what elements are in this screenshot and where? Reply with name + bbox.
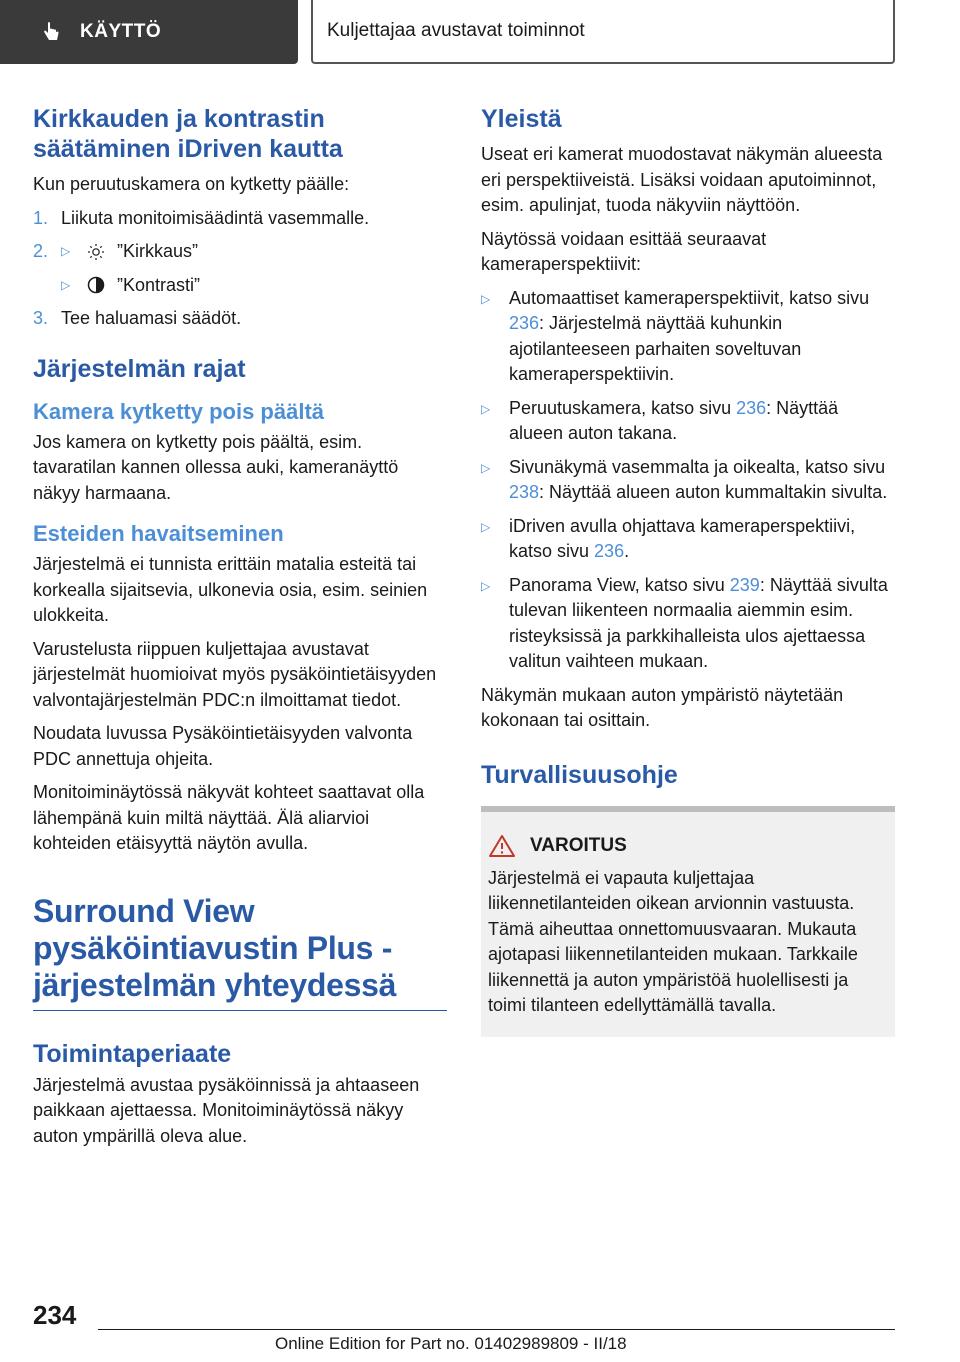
triangle-bullet-icon: ▷ <box>481 291 491 306</box>
obstacle-text-1: Järjestelmä ei tunnista erittäin matalia esteitä tai korkealla sijaitsevia, ulkonevia osia, esim. seinien ulokkeita. <box>33 554 428 625</box>
triangle-bullet-icon: ▷ <box>481 519 491 534</box>
principle-text: Järjestelmä avustaa pysäköinnissä ja ahtaaseen paikkaan ajettaessa. Monitoiminäytössä näkyy auton ympärillä oleva alue. <box>33 1074 420 1146</box>
brightness-heading: Kirkkauden ja kontrastin säätäminen iDriven kautta <box>33 105 343 163</box>
chapter-label: Kuljettajaa avustavat toiminnot <box>327 20 585 41</box>
step-1: 1. Liikuta monitoimisäädintä vasemmalle. <box>33 207 370 228</box>
page-link[interactable]: 236 <box>594 541 625 561</box>
contrast-icon <box>87 276 105 294</box>
page-link[interactable]: 238 <box>509 482 540 502</box>
triangle-bullet-icon: ▷ <box>481 460 491 475</box>
brightness-intro: Kun peruutuskamera on kytketty päälle: <box>33 174 350 194</box>
camera-off-text: Jos kamera on kytketty pois päältä, esim. tavaratilan kannen ollessa auki, kameranäyttö näkyy harmaana. <box>33 431 399 503</box>
page-link[interactable]: 236 <box>736 397 767 418</box>
warning-title: VAROITUS <box>530 834 627 856</box>
list-item: ▷ iDriven avulla ohjattava kameraperspektiivi, katso sivu 236. <box>481 514 895 565</box>
page-link[interactable]: 236 <box>509 313 540 333</box>
left-column <box>33 104 447 1149</box>
footer-divider <box>98 1329 895 1330</box>
page-link[interactable]: 239 <box>729 574 760 595</box>
sun-icon <box>87 243 105 261</box>
obstacle-heading: Esteiden havaitseminen <box>33 521 284 546</box>
general-text-2: Näytössä voidaan esittää seuraavat kameraperspektiivit: <box>481 228 767 274</box>
triangle-bullet-icon: ▷ <box>61 244 71 258</box>
warning-header <box>488 834 887 858</box>
principle-heading: Toimintaperiaate <box>33 1039 232 1068</box>
list-item: ▷ Peruutuskamera, katso sivu 236: Näyttää alueen auton takana. <box>481 396 895 447</box>
general-heading: Yleistä <box>481 105 562 133</box>
hand-icon <box>40 21 62 43</box>
section-tab <box>0 0 298 64</box>
triangle-bullet-icon: ▷ <box>61 277 71 292</box>
obstacle-text-2: Varustelusta riippuen kuljettajaa avustavat järjestelmät huomioivat myös pysäköintietäisyyden valvontajärjestelmän PDC:n ilmoittamat tiedot. <box>33 638 437 710</box>
triangle-bullet-icon: ▷ <box>481 401 491 416</box>
obstacle-text-4: Monitoiminäytössä näkyvät kohteet saattavat olla lähempänä kuin miltä näyttää. Älä aliarvioi kohteiden etäisyyttä näytön avulla. <box>33 782 425 853</box>
limits-heading: Järjestelmän rajat <box>33 354 246 383</box>
step-2-sub: ▷ ”Kontrasti” <box>33 273 447 299</box>
step-2: 2. ▷ ”Kirkkaus” <box>33 239 447 265</box>
safety-heading: Turvallisuusohje <box>481 760 678 789</box>
camera-off-heading: Kamera kytketty pois päältä <box>33 398 325 424</box>
warning-box <box>481 806 895 1037</box>
surround-heading: Surround View pysäköintiavustin Plus -järjestelmän yhteydessä <box>33 892 397 1003</box>
page-number: 234 <box>33 1300 77 1330</box>
list-item: ▷ Panorama View, katso sivu 239: Näyttää sivulta tulevan liikenteen normaalia aiemmin esim. risteyksissä ja parkkihalleista ulos ajettaessa valitun vaihteen mukaan. <box>481 573 895 675</box>
list-item: ▷ Sivunäkymä vasemmalta ja oikealta, katso sivu 238: Näyttää alueen auton kummaltakin sivulta. <box>481 455 895 506</box>
warning-text: Järjestelmä ei vapauta kuljettajaa liikennetilanteiden oikean arvionnin vastuusta. Tämä aiheuttaa onnettomuusvaaran. Mukauta ajotapasi liikennetilanteiden mukaan. Tarkkaile liikennettä ja auton ympäristöä huolellisesti ja toimi tilanteen edellyttämällä tavalla. <box>488 867 858 1015</box>
list-item: ▷ Automaattiset kameraperspektiivit, katso sivu 236: Järjestelmä näyttää kuhunkin ajotilanteeseen parhaiten soveltuvan kameraperspektiivin. <box>481 286 895 388</box>
general-text-1: Useat eri kamerat muodostavat näkymän alueesta eri perspektiiveistä. Lisäksi voidaan aputoiminnot, esim. apulinjat, tuoda näkyviin näyttöön. <box>481 144 883 215</box>
step-3: 3. Tee haluamasi säädöt. <box>33 308 242 328</box>
chapter-tab <box>311 0 895 64</box>
section-label: KÄYTTÖ <box>80 21 162 42</box>
triangle-bullet-icon: ▷ <box>481 578 491 593</box>
general-text-3: Näkymän mukaan auton ympäristö näytetään kokonaan tai osittain. <box>481 684 844 730</box>
edition-text: Online Edition for Part no. 01402989809 - II/18 <box>275 1334 627 1353</box>
obstacle-text-3: Noudata luvussa Pysäköintietäisyyden valvonta PDC annettuja ohjeita. <box>33 723 413 769</box>
warning-triangle-icon <box>488 834 516 858</box>
right-column <box>481 104 895 1037</box>
